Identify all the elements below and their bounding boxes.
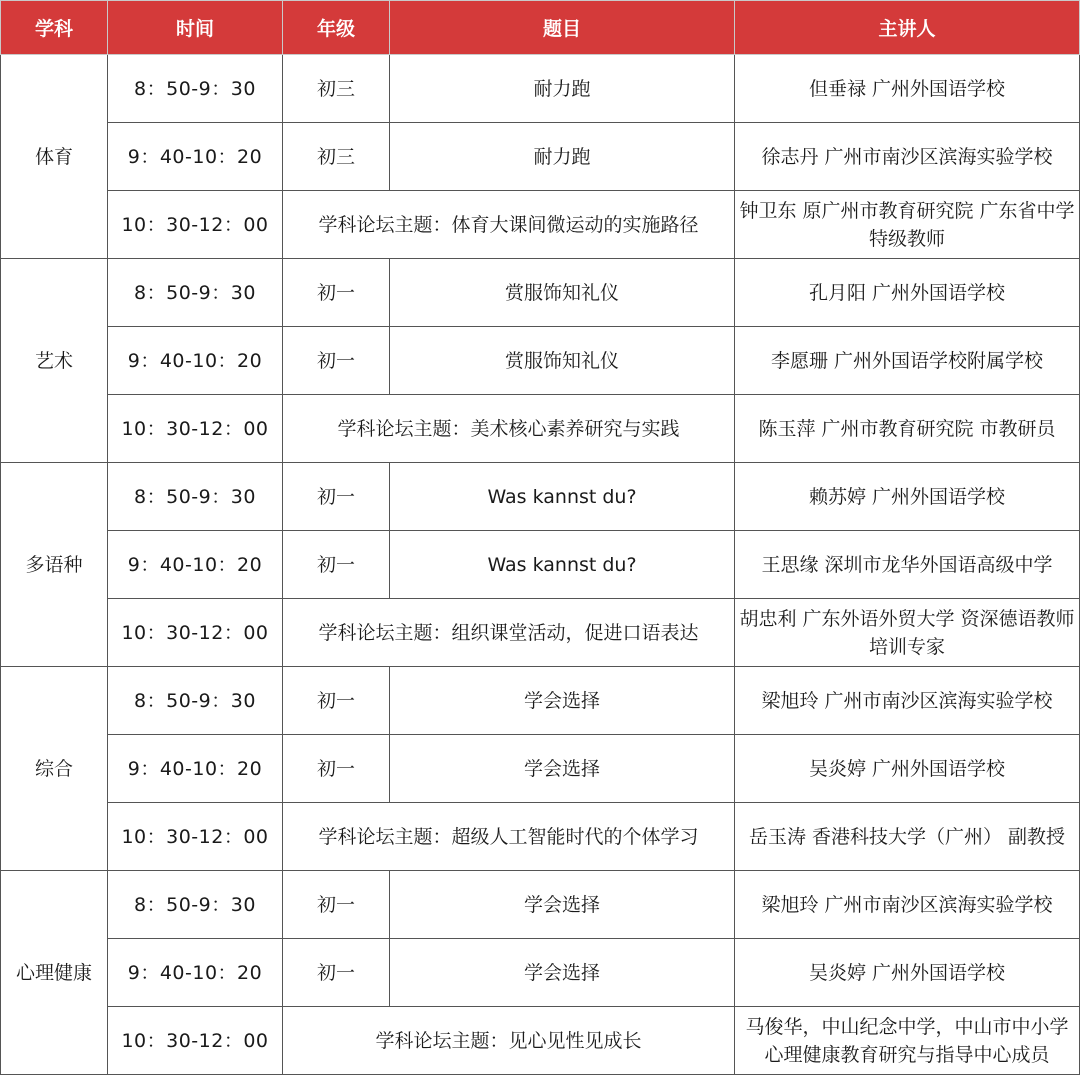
speaker-cell: 王思缘 深圳市龙华外国语高级中学 [735, 531, 1080, 599]
time-cell: 8：50-9：30 [108, 871, 283, 939]
grade-cell: 初一 [283, 463, 390, 531]
speaker-cell: 胡忠利 广东外语外贸大学 资深德语教师培训专家 [735, 599, 1080, 667]
table-row [1, 871, 1080, 939]
topic-cell: 赏服饰知礼仪 [390, 327, 735, 395]
time-cell: 10：30-12：00 [108, 191, 283, 259]
forum-topic-cell: 学科论坛主题：体育大课间微运动的实施路径 [283, 191, 735, 259]
grade-cell: 初一 [283, 531, 390, 599]
table-row [1, 395, 1080, 463]
grade-cell: 初一 [283, 327, 390, 395]
time-cell: 9：40-10：20 [108, 327, 283, 395]
time-cell: 9：40-10：20 [108, 939, 283, 1007]
grade-cell: 初三 [283, 55, 390, 123]
forum-topic-cell: 学科论坛主题：组织课堂活动，促进口语表达 [283, 599, 735, 667]
header-row [1, 1, 1080, 55]
table-row [1, 259, 1080, 327]
time-cell: 8：50-9：30 [108, 667, 283, 735]
speaker-cell: 钟卫东 原广州市教育研究院 广东省中学特级教师 [735, 191, 1080, 259]
header-subject: 学科 [1, 1, 108, 55]
time-cell: 9：40-10：20 [108, 735, 283, 803]
grade-cell: 初一 [283, 939, 390, 1007]
speaker-cell: 徐志丹 广州市南沙区滨海实验学校 [735, 123, 1080, 191]
table-row [1, 939, 1080, 1007]
speaker-cell: 马俊华，中山纪念中学，中山市中小学心理健康教育研究与指导中心成员 [735, 1007, 1080, 1075]
subject-cell: 综合 [1, 667, 108, 871]
topic-cell: 学会选择 [390, 871, 735, 939]
speaker-cell: 吴炎婷 广州外国语学校 [735, 735, 1080, 803]
time-cell: 9：40-10：20 [108, 531, 283, 599]
table-row [1, 531, 1080, 599]
speaker-cell: 梁旭玲 广州市南沙区滨海实验学校 [735, 667, 1080, 735]
grade-cell: 初三 [283, 123, 390, 191]
topic-cell: 学会选择 [390, 735, 735, 803]
table-row [1, 735, 1080, 803]
topic-cell: 学会选择 [390, 667, 735, 735]
speaker-cell: 岳玉涛 香港科技大学（广州） 副教授 [735, 803, 1080, 871]
header-time: 时间 [108, 1, 283, 55]
table-row [1, 463, 1080, 531]
topic-cell: 耐力跑 [390, 123, 735, 191]
subject-cell: 艺术 [1, 259, 108, 463]
table-row [1, 599, 1080, 667]
subject-cell: 心理健康 [1, 871, 108, 1075]
forum-topic-cell: 学科论坛主题：见心见性见成长 [283, 1007, 735, 1075]
topic-cell: Was kannst du? [390, 463, 735, 531]
grade-cell: 初一 [283, 667, 390, 735]
speaker-cell: 赖苏婷 广州外国语学校 [735, 463, 1080, 531]
speaker-cell: 梁旭玲 广州市南沙区滨海实验学校 [735, 871, 1080, 939]
table-row [1, 123, 1080, 191]
table-row [1, 191, 1080, 259]
time-cell: 10：30-12：00 [108, 395, 283, 463]
speaker-cell: 陈玉萍 广州市教育研究院 市教研员 [735, 395, 1080, 463]
time-cell: 10：30-12：00 [108, 1007, 283, 1075]
time-cell: 8：50-9：30 [108, 259, 283, 327]
speaker-cell: 孔月阳 广州外国语学校 [735, 259, 1080, 327]
subject-cell: 体育 [1, 55, 108, 259]
time-cell: 8：50-9：30 [108, 55, 283, 123]
header-grade: 年级 [283, 1, 390, 55]
subject-cell: 多语种 [1, 463, 108, 667]
time-cell: 10：30-12：00 [108, 803, 283, 871]
time-cell: 8：50-9：30 [108, 463, 283, 531]
header-topic: 题目 [390, 1, 735, 55]
table-row [1, 803, 1080, 871]
table-row [1, 1007, 1080, 1075]
topic-cell: Was kannst du? [390, 531, 735, 599]
grade-cell: 初一 [283, 735, 390, 803]
forum-topic-cell: 学科论坛主题：超级人工智能时代的个体学习 [283, 803, 735, 871]
grade-cell: 初一 [283, 871, 390, 939]
time-cell: 9：40-10：20 [108, 123, 283, 191]
table-row [1, 667, 1080, 735]
topic-cell: 学会选择 [390, 939, 735, 1007]
time-cell: 10：30-12：00 [108, 599, 283, 667]
table-row [1, 327, 1080, 395]
table-row [1, 55, 1080, 123]
header-speaker: 主讲人 [735, 1, 1080, 55]
forum-topic-cell: 学科论坛主题：美术核心素养研究与实践 [283, 395, 735, 463]
speaker-cell: 吴炎婷 广州外国语学校 [735, 939, 1080, 1007]
speaker-cell: 李愿珊 广州外国语学校附属学校 [735, 327, 1080, 395]
speaker-cell: 但垂禄 广州外国语学校 [735, 55, 1080, 123]
topic-cell: 赏服饰知礼仪 [390, 259, 735, 327]
grade-cell: 初一 [283, 259, 390, 327]
topic-cell: 耐力跑 [390, 55, 735, 123]
